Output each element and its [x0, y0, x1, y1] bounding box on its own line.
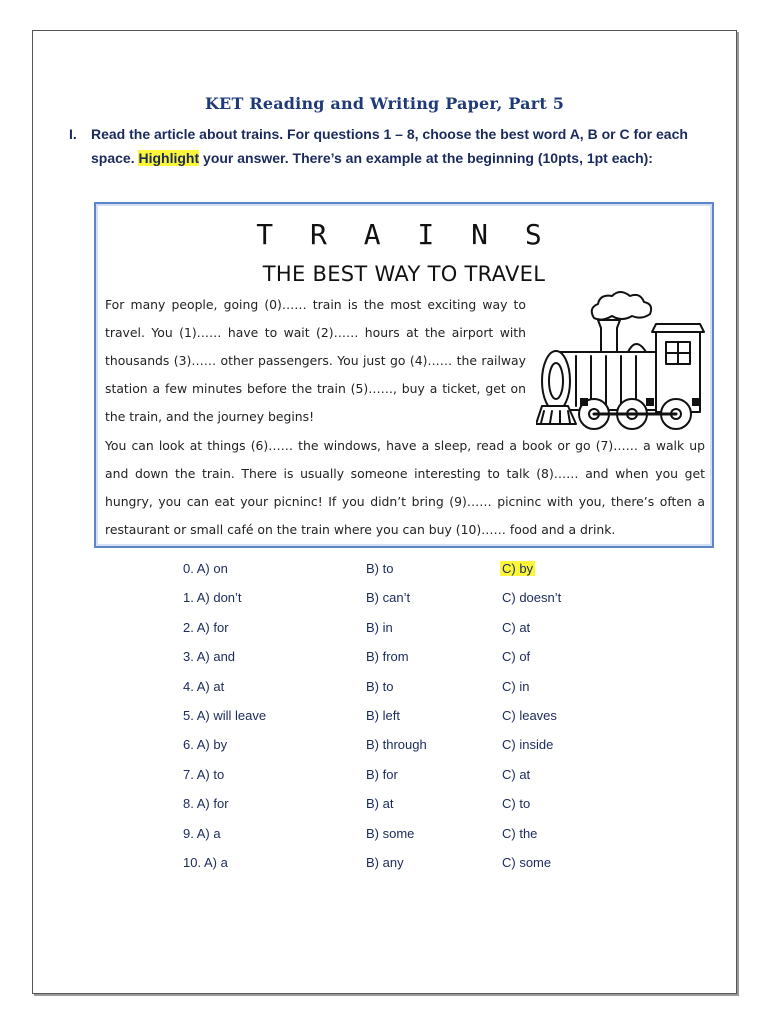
option-b[interactable]: B) to: [366, 561, 394, 576]
option-c[interactable]: C) leaves: [502, 707, 557, 723]
option-b[interactable]: B) any: [366, 854, 404, 870]
option-c[interactable]: C) by: [502, 561, 534, 576]
option-b[interactable]: B) to: [366, 678, 394, 694]
page-title: KET Reading and Writing Paper, Part 5: [204, 94, 565, 113]
option-c[interactable]: C) to: [502, 796, 531, 812]
option-a[interactable]: 0. A) on: [183, 561, 228, 576]
option-a[interactable]: 6. A) by: [183, 737, 228, 753]
article-subtitle: THE BEST WAY TO TRAVEL: [262, 262, 546, 286]
worksheet-page: [32, 30, 737, 994]
article-paragraph-1: For many people, going (0)…… train is the most exciting way to travel. You (1)…… have to wait (2)…… hours at the airport with thousands (3)…… other passengers. You just go (4)…… the railway station a few minutes before the train (5)……, buy a ticket, get on the train, and the journey begins!: [105, 297, 526, 424]
option-c[interactable]: C) the: [502, 825, 538, 841]
option-b[interactable]: B) through: [366, 737, 427, 753]
option-c[interactable]: C) inside: [502, 737, 554, 753]
option-a[interactable]: 2. A) for: [183, 619, 229, 635]
option-a[interactable]: 4. A) at: [183, 678, 225, 694]
article-title: T R A I N S: [256, 218, 552, 251]
steam-train-icon: [536, 286, 706, 431]
option-a[interactable]: 10. A) a: [183, 854, 228, 870]
instructions-text-start: Read the article about trains. For questions 1 – 8, choose the best word A, B or C for each space.: [91, 126, 688, 166]
option-b[interactable]: B) from: [366, 649, 409, 665]
option-b[interactable]: B) for: [366, 766, 398, 782]
option-a[interactable]: 8. A) for: [183, 796, 229, 812]
instructions-number: I.: [69, 126, 77, 142]
option-c[interactable]: C) some: [502, 854, 552, 870]
option-c[interactable]: C) at: [502, 766, 531, 782]
instructions-highlight-word: Highlight: [138, 150, 200, 166]
article-box: [94, 202, 714, 548]
instructions-text-end: your answer. There’s an example at the beginning (10pts, 1pt each):: [203, 150, 653, 166]
option-c[interactable]: C) of: [502, 649, 531, 665]
article-paragraph-2: You can look at things (6)…… the windows, have a sleep, read a book or go (7)…… a walk up and down the train. There is usually someone interesting to talk (8)…… and when you get hungry, you can eat your picninc! If you didn’t bring (9)…… picninc with you, there’s often a restaurant or small café on the train where you can buy (10)…… food and a drink.: [105, 438, 705, 537]
option-b[interactable]: B) some: [366, 825, 415, 841]
option-a[interactable]: 3. A) and: [183, 649, 236, 665]
option-a[interactable]: 7. A) to: [183, 766, 225, 782]
option-b[interactable]: B) can’t: [366, 590, 411, 606]
option-b[interactable]: B) in: [366, 619, 393, 635]
option-a[interactable]: 1. A) don’t: [183, 590, 242, 606]
option-b[interactable]: B) left: [366, 707, 400, 723]
option-b[interactable]: B) at: [366, 796, 394, 812]
option-a[interactable]: 5. A) will leave: [183, 707, 267, 723]
option-c[interactable]: C) at: [502, 619, 531, 635]
option-a[interactable]: 9. A) a: [183, 825, 221, 841]
instructions: [69, 122, 701, 170]
option-c[interactable]: C) doesn’t: [502, 590, 562, 606]
option-c[interactable]: C) in: [502, 678, 530, 694]
